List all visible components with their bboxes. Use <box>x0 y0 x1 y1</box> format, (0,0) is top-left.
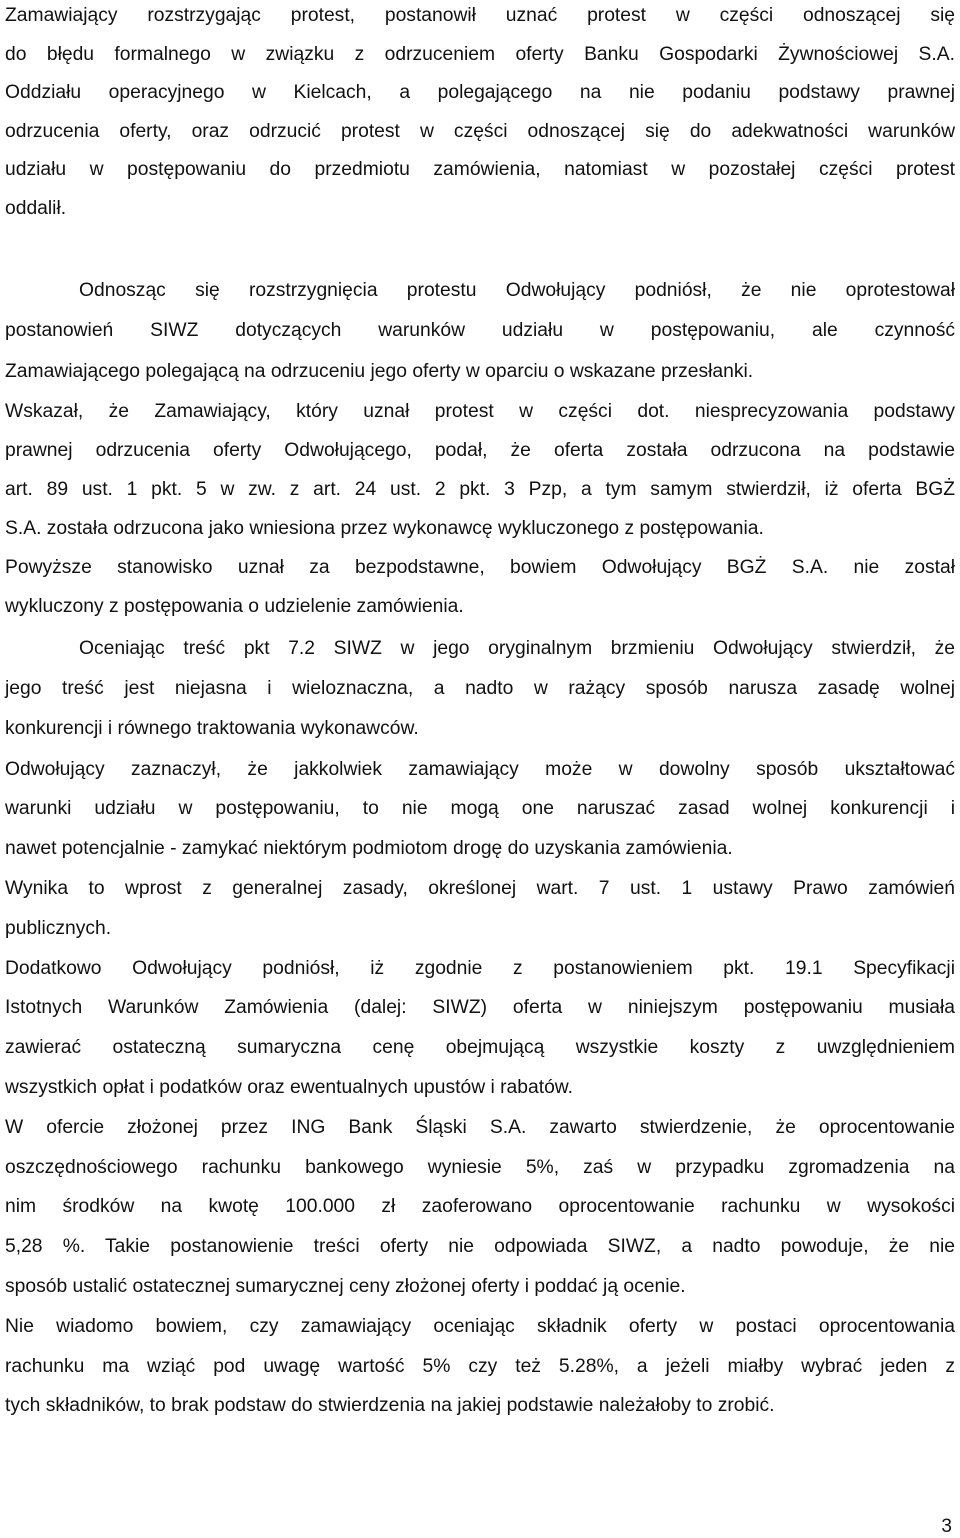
text-line: nawet potencjalnie - zamykać niektórym podmiotom drogę do uzyskania zamówienia. <box>5 838 733 859</box>
text-line: Oddziału operacyjnego w Kielcach, a polegającego na nie podaniu podstawy prawnej <box>5 82 955 103</box>
text-line: sposób ustalić ostatecznej sumarycznej ceny złożonej oferty i poddać ją ocenie. <box>5 1276 686 1297</box>
text-line: wszystkich opłat i podatków oraz ewentualnych upustów i rabatów. <box>5 1077 574 1098</box>
text-line: oddalił. <box>5 198 67 219</box>
text-line: postanowień SIWZ dotyczących warunków udziału w postępowaniu, ale czynność <box>5 320 955 341</box>
text-line: Wynika to wprost z generalnej zasady, określonej wart. 7 ust. 1 ustawy Prawo zamówień <box>5 878 955 899</box>
text-line: Odnosząc się rozstrzygnięcia protestu Odwołujący podniósł, że nie oprotestował <box>79 280 955 301</box>
text-line: Wskazał, że Zamawiający, który uznał protest w części dot. niesprecyzowania podstawy <box>5 401 955 422</box>
page-number: 3 <box>941 1516 952 1537</box>
text-line: Nie wiadomo bowiem, czy zamawiający oceniając składnik oferty w postaci oprocentowania <box>5 1316 955 1337</box>
text-line: wykluczony z postępowania o udzielenie zamówienia. <box>5 596 464 617</box>
text-line: Oceniając treść pkt 7.2 SIWZ w jego oryginalnym brzmieniu Odwołujący stwierdził, że <box>79 638 955 659</box>
text-line: odrzucenia oferty, oraz odrzucić protest w części odnoszącej się do adekwatności warunków <box>5 121 955 142</box>
text-line: 5,28 %. Takie postanowienie treści oferty nie odpowiada SIWZ, a nadto powoduje, że nie <box>5 1236 955 1257</box>
text-line: jego treść jest niejasna i wieloznaczna, a nadto w rażący sposób narusza zasadę wolnej <box>5 678 955 699</box>
text-line: Istotnych Warunków Zamówienia (dalej: SIWZ) oferta w niniejszym postępowaniu musiała <box>5 997 955 1018</box>
text-line: S.A. została odrzucona jako wniesiona przez wykonawcę wykluczonego z postępowania. <box>5 518 764 539</box>
text-line: oszczędnościowego rachunku bankowego wyniesie 5%, zaś w przypadku zgromadzenia na <box>5 1157 955 1178</box>
text-line: Odwołujący zaznaczył, że jakkolwiek zamawiający może w dowolny sposób ukształtować <box>5 759 955 780</box>
text-line: udziału w postępowaniu do przedmiotu zamówienia, natomiast w pozostałej części protest <box>5 159 955 180</box>
text-line: Zamawiający rozstrzygając protest, postanowił uznać protest w części odnoszącej się <box>5 5 955 26</box>
text-line: rachunku ma wziąć pod uwagę wartość 5% czy też 5.28%, a jeżeli miałby wybrać jeden z <box>5 1356 955 1377</box>
text-line: tych składników, to brak podstaw do stwierdzenia na jakiej podstawie należałoby to zrobić. <box>5 1395 775 1416</box>
text-line: do błędu formalnego w związku z odrzuceniem oferty Banku Gospodarki Żywnościowej S.A. <box>5 44 955 65</box>
text-line: publicznych. <box>5 918 112 939</box>
text-line: konkurencji i równego traktowania wykonawców. <box>5 718 419 739</box>
text-line: Zamawiającego polegającą na odrzuceniu jego oferty w oparciu o wskazane przesłanki. <box>5 361 754 382</box>
text-line: warunki udziału w postępowaniu, to nie mogą one naruszać zasad wolnej konkurencji i <box>5 798 955 819</box>
text-line: art. 89 ust. 1 pkt. 5 w zw. z art. 24 ust. 2 pkt. 3 Pzp, a tym samym stwierdził, iż oferta BGŻ <box>5 479 955 500</box>
text-line: prawnej odrzucenia oferty Odwołującego, podał, że oferta została odrzucona na podstawie <box>5 440 955 461</box>
text-line: Dodatkowo Odwołujący podniósł, iż zgodnie z postanowieniem pkt. 19.1 Specyfikacji <box>5 958 955 979</box>
text-line: Powyższe stanowisko uznał za bezpodstawne, bowiem Odwołujący BGŻ S.A. nie został <box>5 557 955 578</box>
text-line: zawierać ostateczną sumaryczna cenę obejmującą wszystkie koszty z uwzględnieniem <box>5 1037 955 1058</box>
text-line: nim środków na kwotę 100.000 zł zaoferowano oprocentowanie rachunku w wysokości <box>5 1196 955 1217</box>
text-line: W ofercie złożonej przez ING Bank Śląski S.A. zawarto stwierdzenie, że oprocentowanie <box>5 1117 955 1138</box>
